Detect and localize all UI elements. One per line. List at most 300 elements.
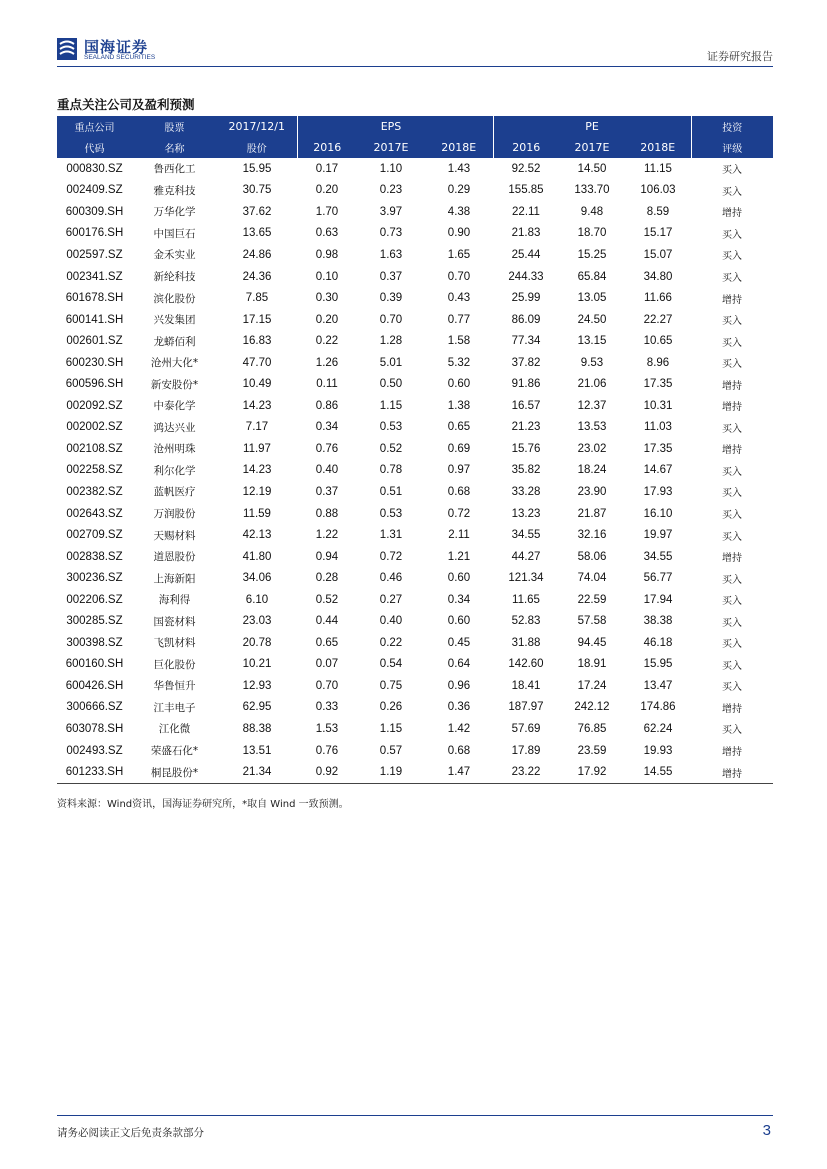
table-row <box>57 761 773 783</box>
cell-pe-2016: 34.55 <box>511 529 541 542</box>
cell-pe-2016: 92.52 <box>511 162 541 175</box>
header-price: 股价 <box>217 137 297 158</box>
header-pe-2018e: 2018E <box>625 137 691 158</box>
header-date: 2017/12/1 <box>217 116 297 137</box>
cell-pe-2017e: 21.87 <box>577 507 607 520</box>
cell-eps-2018e: 0.64 <box>447 658 471 671</box>
header-pe-blank-left <box>493 116 559 137</box>
cell-code: 300666.SZ <box>66 701 123 714</box>
cell-pe-2017e: 14.50 <box>577 162 607 175</box>
cell-name: 龙蟒佰利 <box>153 335 196 348</box>
table-row <box>57 201 773 223</box>
cell-rating: 买入 <box>722 423 742 435</box>
cell-rating: 买入 <box>722 251 742 263</box>
cell-pe-2017e: 58.06 <box>577 550 607 563</box>
cell-eps-2018e: 0.97 <box>447 464 471 477</box>
cell-pe-2016: 23.22 <box>493 761 559 783</box>
cell-pe-2016: 22.11 <box>512 205 540 218</box>
cell-name: 鲁西化工 <box>153 163 196 176</box>
cell-name: 沧州明珠 <box>153 443 196 456</box>
cell-name: 雅克科技 <box>153 184 196 197</box>
cell-eps-2016: 0.22 <box>315 335 339 348</box>
table-row <box>57 654 773 676</box>
cell-pe-2018e: 17.94 <box>643 593 673 606</box>
cell-price: 12.93 <box>242 679 272 692</box>
cell-eps-2016: 0.17 <box>315 162 339 175</box>
cell-price: 47.70 <box>242 356 272 369</box>
cell-eps-2016: 1.70 <box>315 205 339 218</box>
cell-pe-2017e: 9.53 <box>580 356 604 369</box>
cell-eps-2017e: 0.40 <box>379 615 403 628</box>
cell-pe-2018e: 13.47 <box>643 679 673 692</box>
cell-name: 上海新阳 <box>153 572 196 585</box>
cell-name: 兴发集团 <box>153 314 196 327</box>
cell-eps-2018e: 2.11 <box>448 529 470 542</box>
cell-pe-2016: 52.83 <box>511 615 541 628</box>
cell-pe-2017e: 76.85 <box>577 722 607 735</box>
cell-rating: 增持 <box>722 747 742 759</box>
cell-pe-2018e: 38.38 <box>643 615 673 628</box>
cell-name: 江丰电子 <box>153 701 196 714</box>
cell-pe-2018e: 17.35 <box>643 378 673 391</box>
cell-price: 24.36 <box>242 270 272 283</box>
cell-pe-2017e: 23.02 <box>577 442 607 455</box>
cell-eps-2016: 0.76 <box>315 442 339 455</box>
sealand-logo-icon <box>57 38 77 60</box>
cell-name: 金禾实业 <box>153 249 196 262</box>
cell-pe-2018e: 56.77 <box>643 572 673 585</box>
cell-eps-2016: 0.10 <box>315 270 339 283</box>
table-row <box>57 395 773 417</box>
cell-price: 24.86 <box>242 248 272 261</box>
cell-rating: 买入 <box>722 682 742 694</box>
cell-name: 万华化学 <box>153 206 196 219</box>
cell-eps-2016: 0.28 <box>315 572 339 585</box>
cell-rating: 增持 <box>722 553 742 565</box>
cell-pe-2017e: 133.70 <box>574 184 610 197</box>
cell-price: 6.10 <box>245 593 269 606</box>
table-row <box>57 309 773 331</box>
cell-pe-2018e: 22.27 <box>643 313 673 326</box>
cell-eps-2017e: 0.72 <box>379 550 403 563</box>
cell-code: 300236.SZ <box>66 572 123 585</box>
cell-eps-2017e: 5.01 <box>379 356 403 369</box>
cell-rating: 买入 <box>722 488 742 500</box>
cell-name: 新纶科技 <box>153 271 196 283</box>
cell-eps-2018e: 1.42 <box>447 722 471 735</box>
cell-pe-2018e: 14.67 <box>643 464 673 477</box>
cell-eps-2016: 0.30 <box>315 292 339 305</box>
cell-eps-2016: 0.34 <box>315 421 339 434</box>
cell-eps-2017e: 0.73 <box>379 227 403 240</box>
cell-eps-2017e: 0.51 <box>379 485 403 498</box>
cell-eps-2018e: 0.60 <box>447 572 471 585</box>
cell-eps-2017e: 1.15 <box>379 722 403 735</box>
cell-price: 7.85 <box>245 292 269 305</box>
cell-eps-2018e: 4.38 <box>447 205 471 218</box>
cell-pe-2018e: 8.59 <box>646 205 670 218</box>
cell-code: 002597.SZ <box>66 248 123 261</box>
cell-price: 23.03 <box>242 615 272 628</box>
cell-pe-2018e: 19.97 <box>643 529 673 542</box>
table-row <box>57 675 773 697</box>
cell-code: 002493.SZ <box>66 744 123 757</box>
cell-code: 002838.SZ <box>66 550 123 563</box>
cell-eps-2016: 1.22 <box>315 529 339 542</box>
cell-pe-2017e: 18.24 <box>577 464 607 477</box>
cell-pe-2018e: 16.10 <box>643 507 673 520</box>
cell-eps-2018e: 5.32 <box>447 356 471 369</box>
cell-eps-2017e: 1.19 <box>357 761 425 783</box>
header-pe-blank-right <box>625 116 691 137</box>
table-row <box>57 158 773 180</box>
header-pe: PE <box>559 116 625 137</box>
cell-eps-2016: 1.26 <box>315 356 339 369</box>
cell-pe-2016: 21.23 <box>511 421 541 434</box>
cell-rating: 买入 <box>722 660 742 672</box>
cell-price: 17.15 <box>242 313 272 326</box>
cell-rating: 买入 <box>722 337 742 349</box>
cell-eps-2017e: 0.37 <box>379 270 403 283</box>
cell-eps-2016: 0.40 <box>315 464 339 477</box>
footer-divider <box>57 1115 773 1116</box>
cell-rating: 增持 <box>722 445 742 457</box>
cell-code: 002092.SZ <box>66 399 123 412</box>
cell-eps-2018e: 1.21 <box>447 550 471 563</box>
cell-name: 桐昆股份* <box>132 761 217 783</box>
cell-pe-2016: 187.97 <box>508 701 544 714</box>
cell-pe-2018e: 34.80 <box>643 270 673 283</box>
table-row <box>57 180 773 202</box>
cell-code: 002341.SZ <box>66 270 123 283</box>
cell-rating: 买入 <box>722 725 742 737</box>
cell-price: 7.17 <box>245 421 269 434</box>
cell-eps-2018e: 0.96 <box>447 679 471 692</box>
cell-price: 41.80 <box>242 550 272 563</box>
cell-name: 万润股份 <box>153 508 196 521</box>
header-code-2: 代码 <box>57 137 132 158</box>
cell-rating: 买入 <box>722 186 742 198</box>
header-pe-2016: 2016 <box>493 137 559 158</box>
cell-code: 600160.SH <box>65 658 124 671</box>
cell-eps-2016: 0.44 <box>315 615 339 628</box>
cell-code: 600141.SH <box>65 313 124 326</box>
header-divider <box>57 66 773 67</box>
cell-pe-2016: 44.27 <box>511 550 541 563</box>
cell-rating: 买入 <box>722 229 742 241</box>
cell-rating: 买入 <box>722 531 742 543</box>
cell-eps-2018e: 0.90 <box>447 227 471 240</box>
cell-pe-2016: 31.88 <box>511 636 541 649</box>
table-header-row-2 <box>57 137 773 158</box>
cell-pe-2016: 25.99 <box>511 292 541 305</box>
cell-rating: 买入 <box>722 510 742 522</box>
cell-pe-2017e: 21.06 <box>577 378 607 391</box>
cell-pe-2016: 16.57 <box>511 399 541 412</box>
cell-rating: 增持 <box>722 294 742 306</box>
header-eps-2017e: 2017E <box>357 137 425 158</box>
cell-eps-2018e: 0.77 <box>447 313 471 326</box>
cell-pe-2018e: 10.31 <box>643 399 673 412</box>
table-row <box>57 524 773 546</box>
cell-pe-2018e: 15.07 <box>643 248 673 261</box>
cell-eps-2016: 0.94 <box>315 550 339 563</box>
cell-price: 16.83 <box>242 335 272 348</box>
cell-eps-2018e: 0.36 <box>447 701 471 714</box>
cell-name: 新安股份* <box>150 378 199 391</box>
header-name: 名称 <box>132 137 217 158</box>
cell-rating: 买入 <box>722 466 742 478</box>
cell-eps-2018e: 1.65 <box>447 248 471 261</box>
table-row <box>57 740 773 762</box>
cell-pe-2018e: 15.17 <box>643 227 673 240</box>
table-header-row-1 <box>57 116 773 137</box>
cell-eps-2018e: 0.34 <box>447 593 471 606</box>
cell-pe-2017e: 13.15 <box>577 335 607 348</box>
cell-name: 沧州大化* <box>150 357 199 370</box>
cell-pe-2018e: 174.86 <box>640 701 676 714</box>
cell-pe-2018e: 17.93 <box>643 485 673 498</box>
cell-pe-2018e: 62.24 <box>643 722 673 735</box>
cell-price: 42.13 <box>242 529 272 542</box>
cell-code: 002601.SZ <box>66 335 123 348</box>
cell-pe-2018e: 15.95 <box>643 658 673 671</box>
cell-rating: 增持 <box>691 761 773 783</box>
forecast-table <box>57 116 773 784</box>
cell-price: 10.21 <box>242 658 272 671</box>
cell-price: 13.65 <box>242 227 272 240</box>
table-row <box>57 503 773 525</box>
cell-eps-2018e: 0.70 <box>447 270 471 283</box>
header-rating: 投资 <box>691 116 773 137</box>
cell-pe-2016: 91.86 <box>511 378 541 391</box>
cell-eps-2017e: 0.53 <box>379 507 403 520</box>
cell-name: 利尔化学 <box>153 464 196 477</box>
cell-eps-2017e: 0.57 <box>379 744 403 757</box>
cell-rating: 增持 <box>722 703 742 715</box>
cell-code: 002108.SZ <box>66 442 123 455</box>
cell-price: 11.59 <box>243 507 271 520</box>
cell-pe-2017e: 12.37 <box>577 399 607 412</box>
cell-pe-2016: 121.34 <box>508 572 544 585</box>
cell-eps-2017e: 0.54 <box>379 658 403 671</box>
cell-price: 20.78 <box>242 636 272 649</box>
table-row <box>57 352 773 374</box>
header-eps-2016: 2016 <box>297 137 357 158</box>
cell-pe-2016: 244.33 <box>508 270 544 283</box>
cell-pe-2017e: 17.24 <box>577 679 607 692</box>
cell-name: 鸿达兴业 <box>153 421 196 434</box>
disclaimer-note: 请务必阅读正文后免责条款部分 <box>57 1127 204 1139</box>
cell-code: 601233.SH <box>57 761 132 783</box>
cell-eps-2017e: 0.22 <box>379 636 403 649</box>
cell-code: 002643.SZ <box>66 507 123 520</box>
table-row <box>57 438 773 460</box>
table-row <box>57 244 773 266</box>
cell-eps-2016: 0.92 <box>297 761 357 783</box>
cell-eps-2017e: 0.26 <box>379 701 403 714</box>
cell-name: 国瓷材料 <box>153 615 196 628</box>
cell-eps-2018e: 0.60 <box>447 615 471 628</box>
cell-rating: 买入 <box>722 359 742 371</box>
cell-pe-2016: 86.09 <box>511 313 541 326</box>
cell-pe-2016: 77.34 <box>511 335 541 348</box>
header-eps-2018e: 2018E <box>425 137 493 158</box>
cell-pe-2017e: 9.48 <box>580 205 604 218</box>
table-row <box>57 330 773 352</box>
cell-pe-2016: 33.28 <box>511 485 541 498</box>
cell-pe-2017e: 65.84 <box>577 270 607 283</box>
cell-rating: 买入 <box>722 639 742 651</box>
cell-pe-2017e: 18.70 <box>577 227 607 240</box>
cell-price: 21.34 <box>217 761 297 783</box>
cell-pe-2017e: 74.04 <box>577 572 607 585</box>
cell-name: 荣盛石化* <box>150 745 199 758</box>
cell-pe-2017e: 18.91 <box>577 658 607 671</box>
cell-code: 600230.SH <box>65 356 124 369</box>
cell-eps-2018e: 1.47 <box>425 761 493 783</box>
cell-name: 海利得 <box>158 594 191 607</box>
cell-pe-2017e: 57.58 <box>577 615 607 628</box>
logo-chinese-name: 国海证券 <box>84 38 149 56</box>
cell-price: 15.95 <box>242 162 272 175</box>
table-row <box>57 567 773 589</box>
cell-code: 603078.SH <box>65 722 124 735</box>
table-row <box>57 481 773 503</box>
cell-pe-2017e: 22.59 <box>577 593 607 606</box>
cell-rating: 买入 <box>722 273 742 284</box>
cell-pe-2017e: 23.90 <box>577 485 607 498</box>
cell-price: 10.49 <box>242 378 272 391</box>
table-row <box>57 718 773 740</box>
cell-pe-2017e: 15.25 <box>577 248 607 261</box>
cell-eps-2017e: 0.39 <box>379 292 403 305</box>
logo-english-name: SEALAND SECURITIES <box>84 54 156 61</box>
cell-eps-2016: 0.37 <box>315 485 339 498</box>
table-row <box>57 460 773 482</box>
cell-rating: 买入 <box>722 165 742 177</box>
cell-pe-2017e: 94.45 <box>577 636 607 649</box>
cell-price: 62.95 <box>242 701 272 714</box>
cell-eps-2016: 0.33 <box>315 701 339 714</box>
cell-rating: 买入 <box>722 316 742 328</box>
header-stock: 股票 <box>132 116 217 137</box>
cell-pe-2018e: 11.15 <box>644 162 672 175</box>
document-type-label: 证券研究报告 <box>707 50 773 63</box>
section-title: 重点关注公司及盈利预测 <box>57 97 195 112</box>
cell-code: 600309.SH <box>65 205 124 218</box>
cell-eps-2017e: 0.46 <box>379 572 403 585</box>
cell-eps-2018e: 0.29 <box>447 184 471 197</box>
cell-eps-2017e: 0.50 <box>379 378 403 391</box>
cell-eps-2018e: 0.45 <box>447 636 471 649</box>
cell-pe-2017e: 24.50 <box>577 313 607 326</box>
cell-price: 14.23 <box>242 464 272 477</box>
cell-eps-2018e: 0.68 <box>447 485 471 498</box>
cell-code: 600176.SH <box>65 227 124 240</box>
cell-eps-2016: 0.07 <box>315 658 339 671</box>
cell-eps-2017e: 0.78 <box>379 464 403 477</box>
cell-eps-2017e: 0.75 <box>379 679 403 692</box>
cell-pe-2016: 142.60 <box>508 658 544 671</box>
cell-eps-2016: 0.11 <box>316 378 338 391</box>
cell-pe-2018e: 11.66 <box>644 292 672 305</box>
table-row <box>57 589 773 611</box>
cell-code: 002709.SZ <box>66 529 123 542</box>
cell-name: 中国巨石 <box>153 227 196 240</box>
cell-price: 37.62 <box>242 205 272 218</box>
cell-name: 华鲁恒升 <box>153 680 196 693</box>
cell-eps-2017e: 1.10 <box>379 162 403 175</box>
cell-name: 天赐材料 <box>153 529 196 542</box>
cell-code: 002206.SZ <box>66 593 123 606</box>
cell-pe-2016: 15.76 <box>511 442 541 455</box>
cell-name: 飞凯材料 <box>153 637 196 650</box>
cell-rating: 买入 <box>722 617 742 629</box>
cell-pe-2018e: 106.03 <box>640 184 676 197</box>
cell-eps-2017e: 1.63 <box>379 248 403 261</box>
table-body <box>57 158 773 783</box>
cell-code: 601678.SH <box>65 292 124 305</box>
table-row <box>57 223 773 245</box>
cell-pe-2016: 11.65 <box>512 593 540 606</box>
cell-code: 002382.SZ <box>66 485 123 498</box>
cell-name: 道恩股份 <box>153 551 196 564</box>
cell-name: 巨化股份 <box>153 658 196 671</box>
cell-pe-2018e: 14.55 <box>625 761 691 783</box>
table-row <box>57 546 773 568</box>
source-note: 资料来源：Wind资讯，国海证券研究所，*取自 Wind 一致预测。 <box>57 799 349 810</box>
table-row <box>57 417 773 439</box>
cell-eps-2018e: 0.69 <box>447 442 471 455</box>
cell-pe-2018e: 46.18 <box>643 636 673 649</box>
header-eps-blank-left <box>297 116 357 137</box>
cell-eps-2016: 0.98 <box>315 248 339 261</box>
cell-eps-2016: 0.63 <box>315 227 339 240</box>
cell-code: 002002.SZ <box>66 421 123 434</box>
table-row <box>57 697 773 719</box>
header-eps: EPS <box>357 116 425 137</box>
cell-eps-2018e: 0.68 <box>447 744 471 757</box>
sealand-logo <box>57 36 187 64</box>
cell-rating: 买入 <box>722 574 742 586</box>
cell-eps-2017e: 0.70 <box>379 313 403 326</box>
cell-eps-2018e: 1.38 <box>447 399 471 412</box>
cell-pe-2017e: 13.53 <box>577 421 607 434</box>
cell-code: 600426.SH <box>65 679 124 692</box>
cell-pe-2017e: 13.05 <box>577 292 607 305</box>
cell-pe-2018e: 17.35 <box>643 442 673 455</box>
cell-name: 中泰化学 <box>153 400 196 413</box>
cell-pe-2018e: 10.65 <box>643 335 673 348</box>
cell-pe-2017e: 17.92 <box>559 761 625 783</box>
cell-code: 000830.SZ <box>66 162 123 175</box>
cell-name: 江化微 <box>158 723 191 736</box>
cell-pe-2018e: 19.93 <box>643 744 673 757</box>
cell-pe-2017e: 23.59 <box>577 744 607 757</box>
table-row <box>57 266 773 288</box>
cell-eps-2016: 0.52 <box>315 593 339 606</box>
cell-eps-2017e: 0.53 <box>379 421 403 434</box>
cell-pe-2018e: 34.55 <box>643 550 673 563</box>
cell-price: 14.23 <box>242 399 272 412</box>
cell-price: 12.19 <box>242 485 272 498</box>
cell-price: 13.51 <box>242 744 272 757</box>
cell-pe-2017e: 242.12 <box>574 701 610 714</box>
cell-eps-2018e: 0.72 <box>447 507 471 520</box>
cell-rating: 增持 <box>722 208 742 220</box>
cell-pe-2018e: 8.96 <box>646 356 670 369</box>
